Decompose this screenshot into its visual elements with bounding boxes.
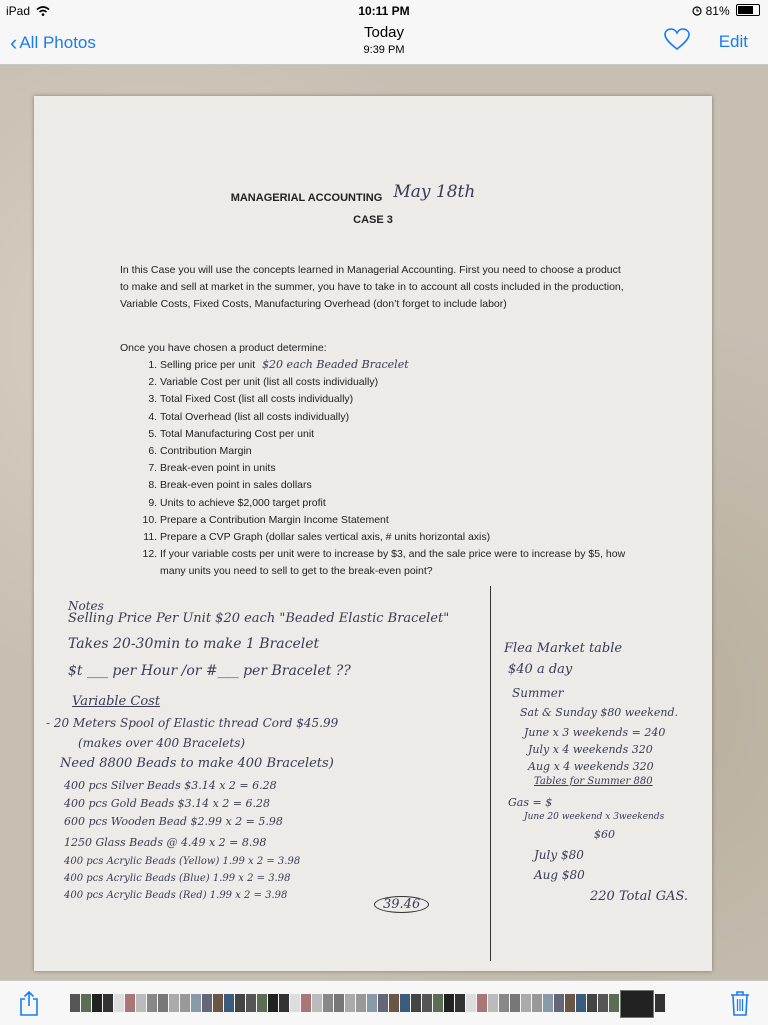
photo-thumbnail[interactable]	[466, 994, 476, 1012]
photo-thumbnail[interactable]	[235, 994, 245, 1012]
photo-thumbnail[interactable]	[499, 994, 509, 1012]
photo-thumbnail[interactable]	[477, 994, 487, 1012]
variable-cost-total: 39.46	[374, 896, 429, 913]
handwritten-line: $40 a day	[508, 662, 573, 677]
handwritten-line: (makes over 400 Bracelets)	[78, 736, 246, 750]
photo-thumbnail[interactable]	[422, 994, 432, 1012]
back-label: All Photos	[19, 33, 96, 52]
photo-thumbnail[interactable]	[587, 994, 597, 1012]
handwritten-line: Need 8800 Beads to make 400 Bracelets)	[60, 756, 334, 771]
document-page	[34, 96, 712, 971]
photo-thumbnail[interactable]	[554, 994, 564, 1012]
nav-subtitle: 9:39 PM	[363, 44, 405, 56]
photo-thumbnail[interactable]	[213, 994, 223, 1012]
photo-thumbnail[interactable]	[444, 994, 454, 1012]
list-item: 10. Prepare a Contribution Margin Income Statement	[160, 512, 650, 529]
handwritten-line: 400 pcs Acrylic Beads (Blue) 1.99 x 2 = 3.98	[64, 873, 291, 884]
photo-thumbnail[interactable]	[356, 994, 366, 1012]
photo-thumbnail[interactable]	[147, 994, 157, 1012]
delete-button[interactable]	[730, 990, 750, 1021]
photo-thumbnail[interactable]	[114, 994, 124, 1012]
list-item: 8. Break-even point in sales dollars	[160, 477, 650, 494]
favorite-button[interactable]	[664, 28, 690, 57]
document-title: MANAGERIAL ACCOUNTING May 18th	[230, 182, 476, 204]
photo-thumbnail[interactable]	[224, 994, 234, 1012]
handwritten-line: Gas = $	[508, 796, 553, 809]
handwritten-line: 400 pcs Acrylic Beads (Yellow) 1.99 x 2 = 3.98	[64, 856, 301, 867]
handwritten-line: Flea Market table	[504, 641, 623, 656]
photo-thumbnail[interactable]	[312, 994, 322, 1012]
photo-thumbnail[interactable]	[576, 994, 586, 1012]
handwritten-line: 400 pcs Acrylic Beads (Red) 1.99 x 2 = 3.98	[64, 890, 288, 901]
trash-icon	[730, 990, 750, 1016]
handwritten-line: - 20 Meters Spool of Elastic thread Cord $45.99	[46, 716, 339, 730]
lead-text: Once you have chosen a product determine:	[120, 342, 327, 354]
handwritten-line: Selling Price Per Unit $20 each "Beaded Elastic Bracelet"	[68, 611, 450, 626]
photo-thumbnail[interactable]	[543, 994, 553, 1012]
intro-paragraph: In this Case you will use the concepts learned in Managerial Accounting. First you need to choose a product to make and sell at market in the summer, you have to take in to account all costs included in the production, Variable Costs, Fixed Costs, Manufacturing Overhead (don’t forget to include labor)	[120, 264, 624, 310]
photo-thumbnail[interactable]	[279, 994, 289, 1012]
nav-title: Today	[363, 24, 405, 41]
share-button[interactable]	[18, 990, 40, 1021]
list-item: 6. Contribution Margin	[160, 443, 650, 460]
battery-icon	[736, 4, 760, 16]
bottom-toolbar	[0, 980, 768, 1025]
handwritten-line: 1250 Glass Beads @ 4.49 x 2 = 8.98	[64, 836, 267, 849]
photo-thumbnail[interactable]	[411, 994, 421, 1012]
chevron-left-icon: ‹	[10, 30, 18, 55]
handwritten-line: $60	[594, 828, 615, 841]
photo-thumbnail[interactable]	[103, 994, 113, 1012]
notes-heading: Notes	[68, 599, 104, 613]
item-note: $20 each Beaded Bracelet	[262, 358, 409, 371]
photo-thumbnail[interactable]	[565, 994, 575, 1012]
requirements-list	[142, 356, 650, 581]
handwritten-line: July x 4 weekends 320	[528, 743, 653, 756]
handwritten-line: June x 3 weekends = 240	[524, 726, 666, 739]
handwritten-line: 400 pcs Gold Beads $3.14 x 2 = 6.28	[64, 797, 271, 810]
photo-thumbnail[interactable]	[92, 994, 102, 1012]
photo-thumbnail[interactable]	[334, 994, 344, 1012]
handwritten-line: Variable Cost	[72, 694, 161, 709]
photo-thumbnail[interactable]	[180, 994, 190, 1012]
handwritten-line: 220 Total GAS.	[590, 889, 689, 904]
photo-thumbnail[interactable]	[246, 994, 256, 1012]
device-label: iPad	[6, 4, 31, 18]
share-icon	[18, 990, 40, 1016]
photo-thumbnail[interactable]	[521, 994, 531, 1012]
photo-thumbnail[interactable]	[378, 994, 388, 1012]
photo-thumbnail[interactable]	[367, 994, 377, 1012]
list-item: 9. Units to achieve $2,000 target profit	[160, 495, 650, 512]
status-time: 10:11 PM	[358, 4, 410, 18]
photo-thumbnail[interactable]	[191, 994, 201, 1012]
photo-thumbnail[interactable]	[655, 994, 665, 1012]
handwritten-line: Tables for Summer 880	[534, 776, 653, 787]
photo-thumbnail[interactable]	[323, 994, 333, 1012]
photo-thumbnail[interactable]	[532, 994, 542, 1012]
photo-thumbnail[interactable]	[202, 994, 212, 1012]
status-right	[692, 4, 760, 18]
photo-thumbnail[interactable]	[400, 994, 410, 1012]
photo-thumbnail[interactable]	[598, 994, 608, 1012]
photo-view[interactable]	[0, 65, 768, 980]
photo-thumbnail[interactable]	[488, 994, 498, 1012]
handwritten-line: 400 pcs Silver Beads $3.14 x 2 = 6.28	[64, 779, 277, 792]
date-note: May 18th	[393, 182, 476, 202]
photo-thumbnail[interactable]	[433, 994, 443, 1012]
photo-thumbnail[interactable]	[301, 994, 311, 1012]
handwritten-line: Aug $80	[534, 868, 585, 882]
photo-thumbnail[interactable]	[257, 994, 267, 1012]
photo-thumbnail[interactable]	[510, 994, 520, 1012]
list-item: 3. Total Fixed Cost (list all costs individually)	[160, 391, 650, 408]
handwritten-line: Summer	[512, 686, 564, 700]
handwritten-line: 600 pcs Wooden Bead $2.99 x 2 = 5.98	[64, 815, 283, 828]
photo-thumbnail[interactable]	[620, 990, 654, 1018]
list-item: 5. Total Manufacturing Cost per unit	[160, 426, 650, 443]
case-label: CASE 3	[353, 214, 393, 226]
list-item: 11. Prepare a CVP Graph (dollar sales vertical axis, # units horizontal axis)	[160, 529, 650, 546]
photo-thumbnail[interactable]	[290, 994, 300, 1012]
photo-thumbnail[interactable]	[389, 994, 399, 1012]
photo-thumbnail[interactable]	[136, 994, 146, 1012]
navigation-bar	[0, 22, 768, 65]
handwritten-line: Aug x 4 weekends 320	[528, 760, 654, 773]
list-item: 2. Variable Cost per unit (list all costs individually)	[160, 374, 650, 391]
status-bar	[0, 0, 768, 22]
edit-button[interactable]: Edit	[718, 32, 748, 51]
handwritten-line: July $80	[534, 848, 584, 862]
photo-thumbnail[interactable]	[268, 994, 278, 1012]
list-item: 1. Selling price per unit $20 each Beaded Bracelet	[160, 356, 650, 374]
list-item: 7. Break-even point in units	[160, 460, 650, 477]
photo-thumbnail[interactable]	[81, 994, 91, 1012]
handwritten-line: June 20 weekend x 3weekends	[524, 812, 665, 822]
heart-icon	[664, 28, 690, 52]
photo-thumbnail[interactable]	[345, 994, 355, 1012]
photo-thumbnail[interactable]	[158, 994, 168, 1012]
photo-thumbnail[interactable]	[169, 994, 179, 1012]
photo-thumbnail[interactable]	[70, 994, 80, 1012]
handwritten-line: Takes 20-30min to make 1 Bracelet	[68, 636, 320, 652]
handwritten-line: Sat & Sunday $80 weekend.	[520, 706, 679, 719]
photo-thumbnail[interactable]	[609, 994, 619, 1012]
battery-percent: 81%	[705, 4, 730, 18]
alarm-icon	[692, 6, 702, 16]
photo-thumbnail[interactable]	[125, 994, 135, 1012]
handwritten-line: $t ___ per Hour /or #___ per Bracelet ??	[68, 663, 351, 679]
list-item: 12. If your variable costs per unit were to increase by $3, and the sale price were to increase by $5, how many units you need to sell to get to the break-even point?	[160, 546, 650, 580]
notes-divider	[490, 586, 491, 961]
photo-thumbnail[interactable]	[455, 994, 465, 1012]
list-item: 4. Total Overhead (list all costs individually)	[160, 409, 650, 426]
thumbnail-strip[interactable]	[70, 994, 710, 1012]
